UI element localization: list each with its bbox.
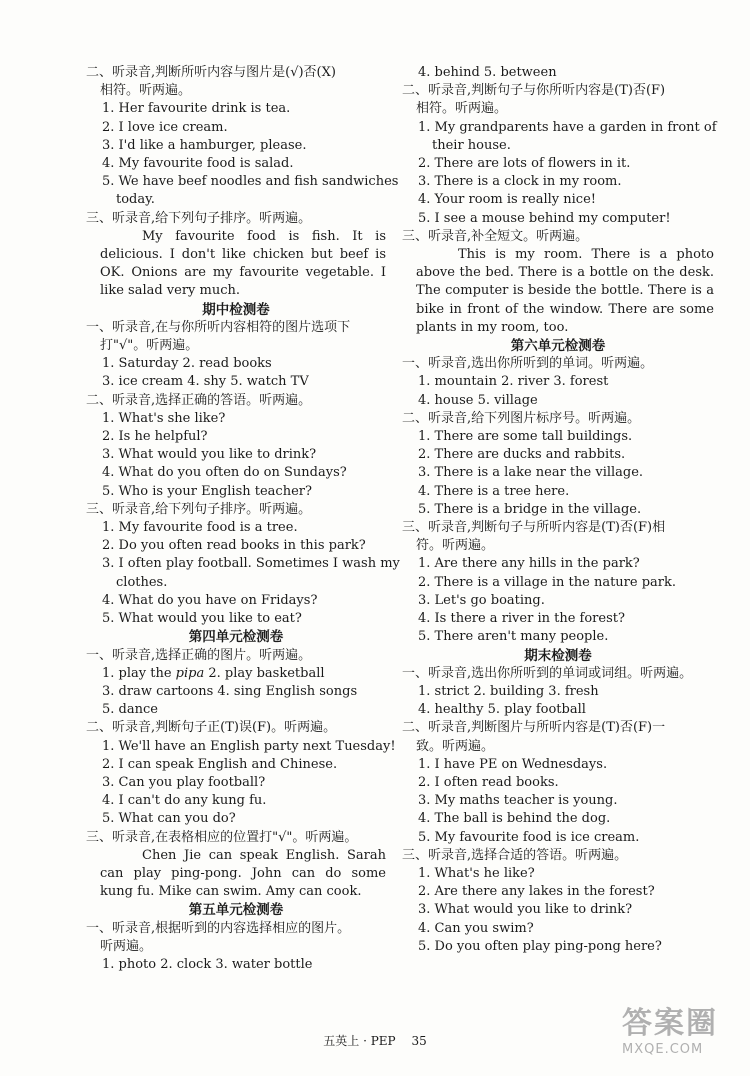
question-heading: 三、听录音,在表格相应的位置打"√"。听两遍。 bbox=[86, 829, 358, 845]
item-line: 3. What would you like to drink? bbox=[102, 447, 317, 463]
item-line: 3. Can you play football? bbox=[102, 774, 266, 790]
item-line: 5. There is a bridge in the village. bbox=[418, 501, 642, 517]
watermark-logo-text: 答案圈 bbox=[622, 1006, 718, 1041]
section-title: 第五单元检测卷 bbox=[188, 902, 284, 919]
item-line: 4. There is a tree here. bbox=[418, 483, 570, 499]
question-heading: 二、听录音,判断所听内容与图片是(√)否(X) bbox=[86, 65, 336, 80]
item-line: 1. Are there any hills in the park? bbox=[418, 556, 640, 572]
item-line: 5. My favourite food is ice cream. bbox=[418, 829, 640, 845]
italic-word: pipa bbox=[175, 665, 205, 681]
item-line: 3. draw cartoons 4. sing English songs bbox=[102, 683, 358, 699]
left-column bbox=[86, 64, 400, 974]
item-line: 2. Do you often read books in this park? bbox=[102, 538, 366, 554]
section-title: 第六单元检测卷 bbox=[510, 338, 606, 355]
item-line: 1. mountain 2. river 3. forest bbox=[418, 374, 609, 390]
question-heading: 二、听录音,选择正确的答语。听两遍。 bbox=[86, 392, 312, 408]
question-heading: 一、听录音,选出你所听到的单词。听两遍。 bbox=[402, 356, 654, 372]
passage-text: This is my room. There is a photo above the bed. There is a bottle on the desk. The computer is beside the bottle. There is a bike in front of the window. There are some plants in my room, too. bbox=[416, 247, 714, 335]
item-line: 1. I have PE on Wednesdays. bbox=[418, 756, 608, 772]
item-line: 5. There aren't many people. bbox=[418, 629, 609, 645]
question-heading: 二、听录音,判断图片与所听内容是(T)否(F)一 bbox=[402, 720, 666, 736]
item-line: 听两遍。 bbox=[100, 938, 153, 954]
item-line: clothes. bbox=[116, 574, 168, 590]
item-line: their house. bbox=[432, 137, 511, 153]
item-line: 5. Who is your English teacher? bbox=[102, 483, 312, 499]
question-heading: 三、听录音,给下列句子排序。听两遍。 bbox=[86, 210, 312, 226]
section-title: 期中检测卷 bbox=[202, 301, 270, 318]
item-line: 1. There are some tall buildings. bbox=[418, 429, 633, 445]
section-title: 第四单元检测卷 bbox=[188, 629, 284, 646]
item-line: 4. Can you swim? bbox=[418, 920, 534, 936]
book-code: 五英上 · PEP bbox=[323, 1034, 396, 1048]
item-line: 打"√"。听两遍。 bbox=[100, 338, 199, 354]
item-line: 4. behind 5. between bbox=[418, 65, 557, 80]
item-line: 2. Are there any lakes in the forest? bbox=[418, 884, 655, 900]
right-column bbox=[402, 64, 717, 956]
item-line: 符。听两遍。 bbox=[416, 538, 495, 554]
item-line: 1. photo 2. clock 3. water bottle bbox=[102, 956, 313, 972]
item-line: 1. strict 2. building 3. fresh bbox=[418, 683, 599, 699]
item-line: 5. dance bbox=[102, 702, 158, 718]
question-heading: 三、听录音,选择合适的答语。听两遍。 bbox=[402, 847, 628, 863]
item-line: 5. What would you like to eat? bbox=[102, 611, 302, 627]
item-line: 2. There are lots of flowers in it. bbox=[418, 156, 631, 172]
item-line: 1. My favourite food is a tree. bbox=[102, 520, 298, 536]
question-heading: 一、听录音,选择正确的图片。听两遍。 bbox=[86, 647, 312, 663]
question-heading: 一、听录音,在与你所听内容相符的图片选项下 bbox=[86, 319, 351, 335]
item-line: 1. Her favourite drink is tea. bbox=[102, 101, 291, 117]
item-line: 4. What do you have on Fridays? bbox=[102, 592, 318, 608]
question-heading: 三、听录音,判断句子与所听内容是(T)否(F)相 bbox=[402, 520, 666, 536]
question-heading: 三、听录音,补全短文。听两遍。 bbox=[402, 228, 589, 244]
item-line: 2. I love ice cream. bbox=[102, 119, 228, 135]
item-line: 3. There is a clock in my room. bbox=[418, 174, 622, 190]
question-heading: 一、听录音,根据听到的内容选择相应的图片。 bbox=[86, 920, 351, 936]
item-line: 5. What can you do? bbox=[102, 811, 236, 827]
item-line: 2. Is he helpful? bbox=[102, 429, 208, 445]
question-heading: 一、听录音,选出你所听到的单词或词组。听两遍。 bbox=[402, 665, 693, 681]
page-number: 35 bbox=[411, 1034, 427, 1048]
item-line: 4. My favourite food is salad. bbox=[102, 156, 294, 172]
item-line: 2. There is a village in the nature park. bbox=[418, 574, 677, 590]
item-line: 3. My maths teacher is young. bbox=[418, 793, 618, 809]
section-title: 期末检测卷 bbox=[524, 647, 592, 664]
item-line: 5. Do you often play ping-pong here? bbox=[418, 938, 662, 954]
item-line: 致。听两遍。 bbox=[416, 738, 495, 754]
item-line: 3. ice cream 4. shy 5. watch TV bbox=[102, 374, 309, 390]
item-line: 4. I can't do any kung fu. bbox=[102, 793, 267, 809]
question-heading: 三、听录音,给下列句子排序。听两遍。 bbox=[86, 501, 312, 517]
item-line: today. bbox=[116, 192, 155, 208]
item-line: 相符。听两遍。 bbox=[100, 83, 192, 99]
item-line: 4. healthy 5. play football bbox=[418, 702, 586, 718]
item-line: 3. There is a lake near the village. bbox=[418, 465, 644, 481]
item-line: 1. What's she like? bbox=[102, 410, 226, 426]
item-line: 1. We'll have an English party next Tuesday! bbox=[102, 738, 396, 754]
passage-text: Chen Jie can speak English. Sarah can play ping-pong. John can do some kung fu. Mike can swim. Amy can cook. bbox=[100, 847, 386, 900]
item-line: 4. What do you often do on Sundays? bbox=[102, 465, 347, 481]
item-line: 5. I see a mouse behind my computer! bbox=[418, 210, 671, 226]
item-line: 3. I'd like a hamburger, please. bbox=[102, 137, 307, 153]
item-line: 5. We have beef noodles and fish sandwiches bbox=[102, 174, 399, 190]
item-line: 3. Let's go boating. bbox=[418, 592, 545, 608]
item-line: 3. I often play football. Sometimes I wash my bbox=[102, 556, 400, 572]
question-heading: 二、听录音,判断句子正(T)误(F)。听两遍。 bbox=[86, 720, 337, 736]
item-line: 1. play the pipa 2. play basketball bbox=[102, 665, 325, 681]
item-line: 2. I can speak English and Chinese. bbox=[102, 756, 338, 772]
question-heading: 二、听录音,判断句子与你所听内容是(T)否(F) bbox=[402, 83, 666, 99]
item-line: 4. The ball is behind the dog. bbox=[418, 811, 611, 827]
item-line: 2. I often read books. bbox=[418, 774, 559, 790]
passage-text: My favourite food is fish. It is delicious. I don't like chicken but beef is OK. Onions are my favourite vegetable. I like salad very much. bbox=[100, 228, 386, 299]
item-line: 4. house 5. village bbox=[418, 392, 538, 408]
item-line: 1. What's he like? bbox=[418, 865, 535, 881]
item-line: 相符。听两遍。 bbox=[416, 101, 508, 117]
item-line: 1. My grandparents have a garden in front of bbox=[418, 119, 717, 135]
item-line: 2. There are ducks and rabbits. bbox=[418, 447, 626, 463]
watermark-logo-url: MXQE.COM bbox=[622, 1042, 704, 1057]
item-line: 4. Your room is really nice! bbox=[418, 192, 597, 208]
watermark-logo bbox=[622, 1006, 742, 1068]
item-line: 1. Saturday 2. read books bbox=[102, 356, 272, 372]
item-line: 4. Is there a river in the forest? bbox=[418, 611, 625, 627]
question-heading: 二、听录音,给下列图片标序号。听两遍。 bbox=[402, 410, 641, 426]
item-line: 3. What would you like to drink? bbox=[418, 902, 633, 918]
